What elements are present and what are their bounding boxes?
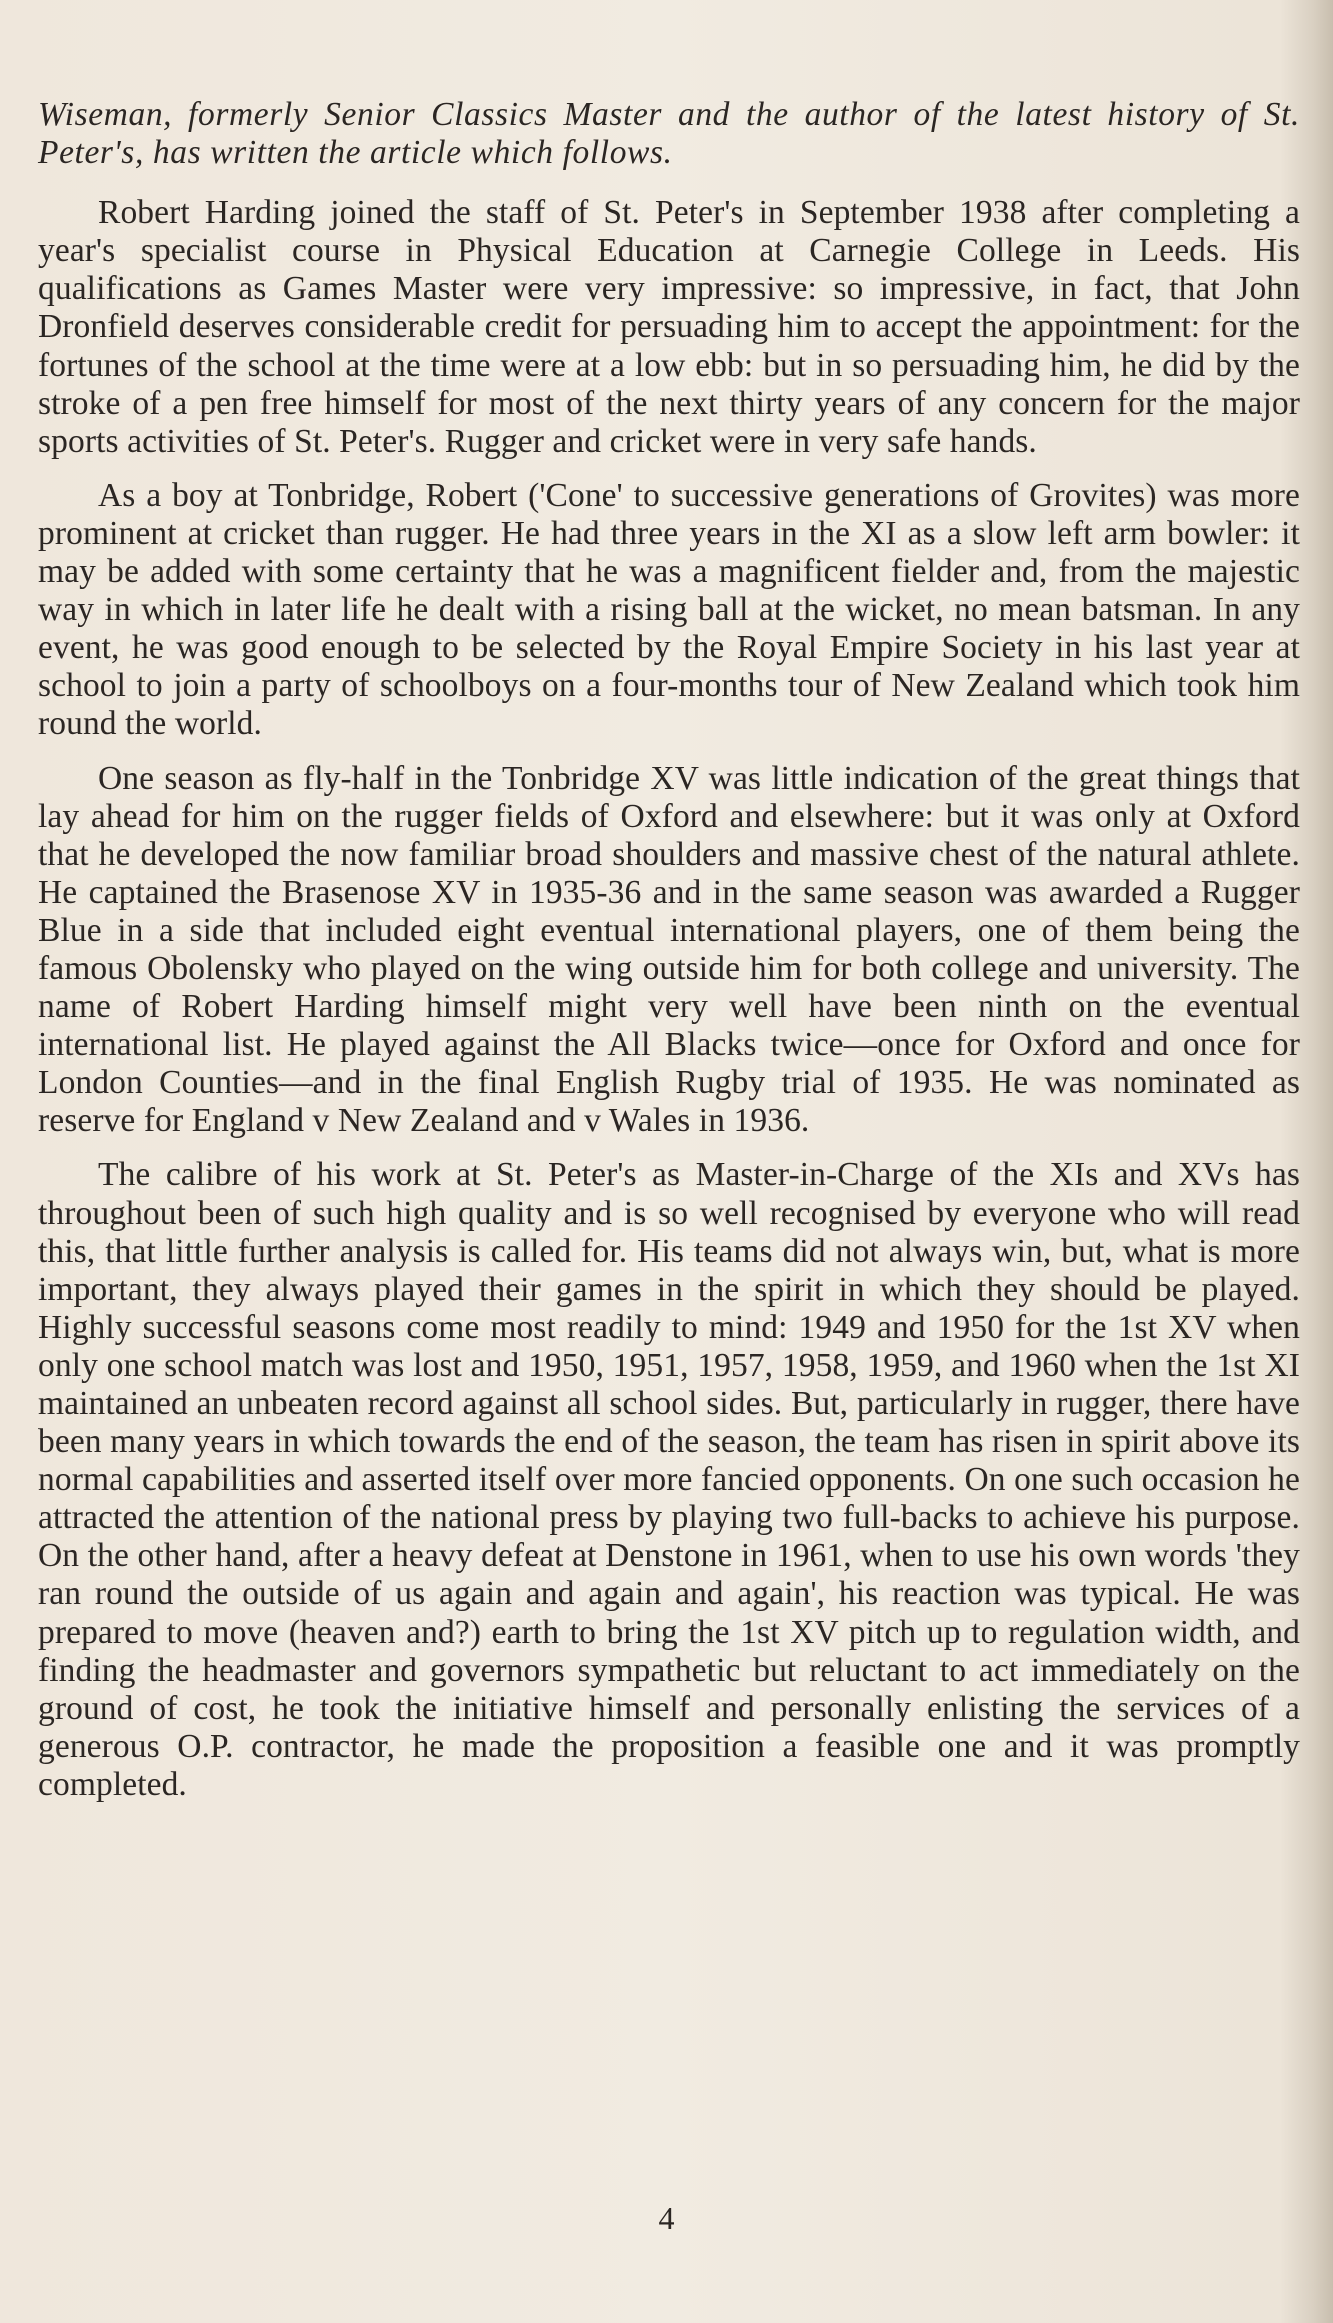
paragraph-1: Robert Harding joined the staff of St. Peter's in September 1938 after completing a year's specialist course in Physical Education at Carnegie College in Leeds. His qualifications as Games Master were very impressive: so impressive, in fact, that John Dronfield deserves considerable credit for persuading him to accept the appointment: for the fortunes of the school at the time were at a low ebb: but in so persuading him, he did by the stroke of a pen free himself for most of the next thirty years of any concern for the major sports activities of St. Peter's. Rugger and cricket were in very safe hands. [38,194,1300,460]
paragraph-4: The calibre of his work at St. Peter's as Master-in-Charge of the XIs and XVs has throughout been of such high quality and is so well recognised by everyone who will read this, that little further analysis is called for. His teams did not always win, but, what is more important, they always played their games in the spirit in which they should be played. Highly successful seasons come most readily to mind: 1949 and 1950 for the 1st XV when only one school match was lost and 1950, 1951, 1957, 1958, 1959, and 1960 when the 1st XI maintained an unbeaten record against all school sides. But, particularly in rugger, there have been many years in which towards the end of the season, the team has risen in spirit above its normal capabilities and asserted itself over more fancied opponents. On one such occasion he attracted the attention of the national press by playing two full-backs to achieve his purpose. On the other hand, after a heavy defeat at Denstone in 1961, when to use his own words 'they ran round the outside of us again and again and again', his reaction was typical. He was prepared to move (heaven and?) earth to bring the 1st XV pitch up to regulation width, and finding the headmaster and governors sympathetic but reluctant to act immediately on the ground of cost, he took the initiative himself and personally enlisting the services of a generous O.P. contractor, he made the proposition a feasible one and it was promptly completed. [38,1156,1300,1803]
paragraph-2: As a boy at Tonbridge, Robert ('Cone' to successive generations of Grovites) was more prominent at cricket than rugger. He had three years in the XI as a slow left arm bowler: it may be added with some certainty that he was a magnificent fielder and, from the majestic way in which in later life he dealt with a rising ball at the wicket, no mean batsman. In any event, he was good enough to be selected by the Royal Empire Society in his last year at school to join a party of schoolboys on a four-months tour of New Zealand which took him round the world. [38,476,1300,743]
intro-paragraph: Wiseman, formerly Senior Classics Master and the author of the latest history of St. Peter's, has written the article which follows. [38,96,1300,172]
paragraph-3: One season as fly-half in the Tonbridge XV was little indication of the great things that lay ahead for him on the rugger fields of Oxford and elsewhere: but it was only at Oxford that he developed the now familiar broad shoulders and massive chest of the natural athlete. He captained the Brasenose XV in 1935-36 and in the same season was awarded a Rugger Blue in a side that included eight eventual international players, one of them being the famous Obolensky who played on the wing outside him for both college and university. The name of Robert Harding himself might very well have been ninth on the eventual international list. He played against the All Blacks twice—once for Oxford and once for London Counties—and in the final English Rugby trial of 1935. He was nominated as reserve for England v New Zealand and v Wales in 1936. [38,759,1300,1140]
page-number: 4 [658,2200,675,2236]
article-body [38,96,1300,1820]
